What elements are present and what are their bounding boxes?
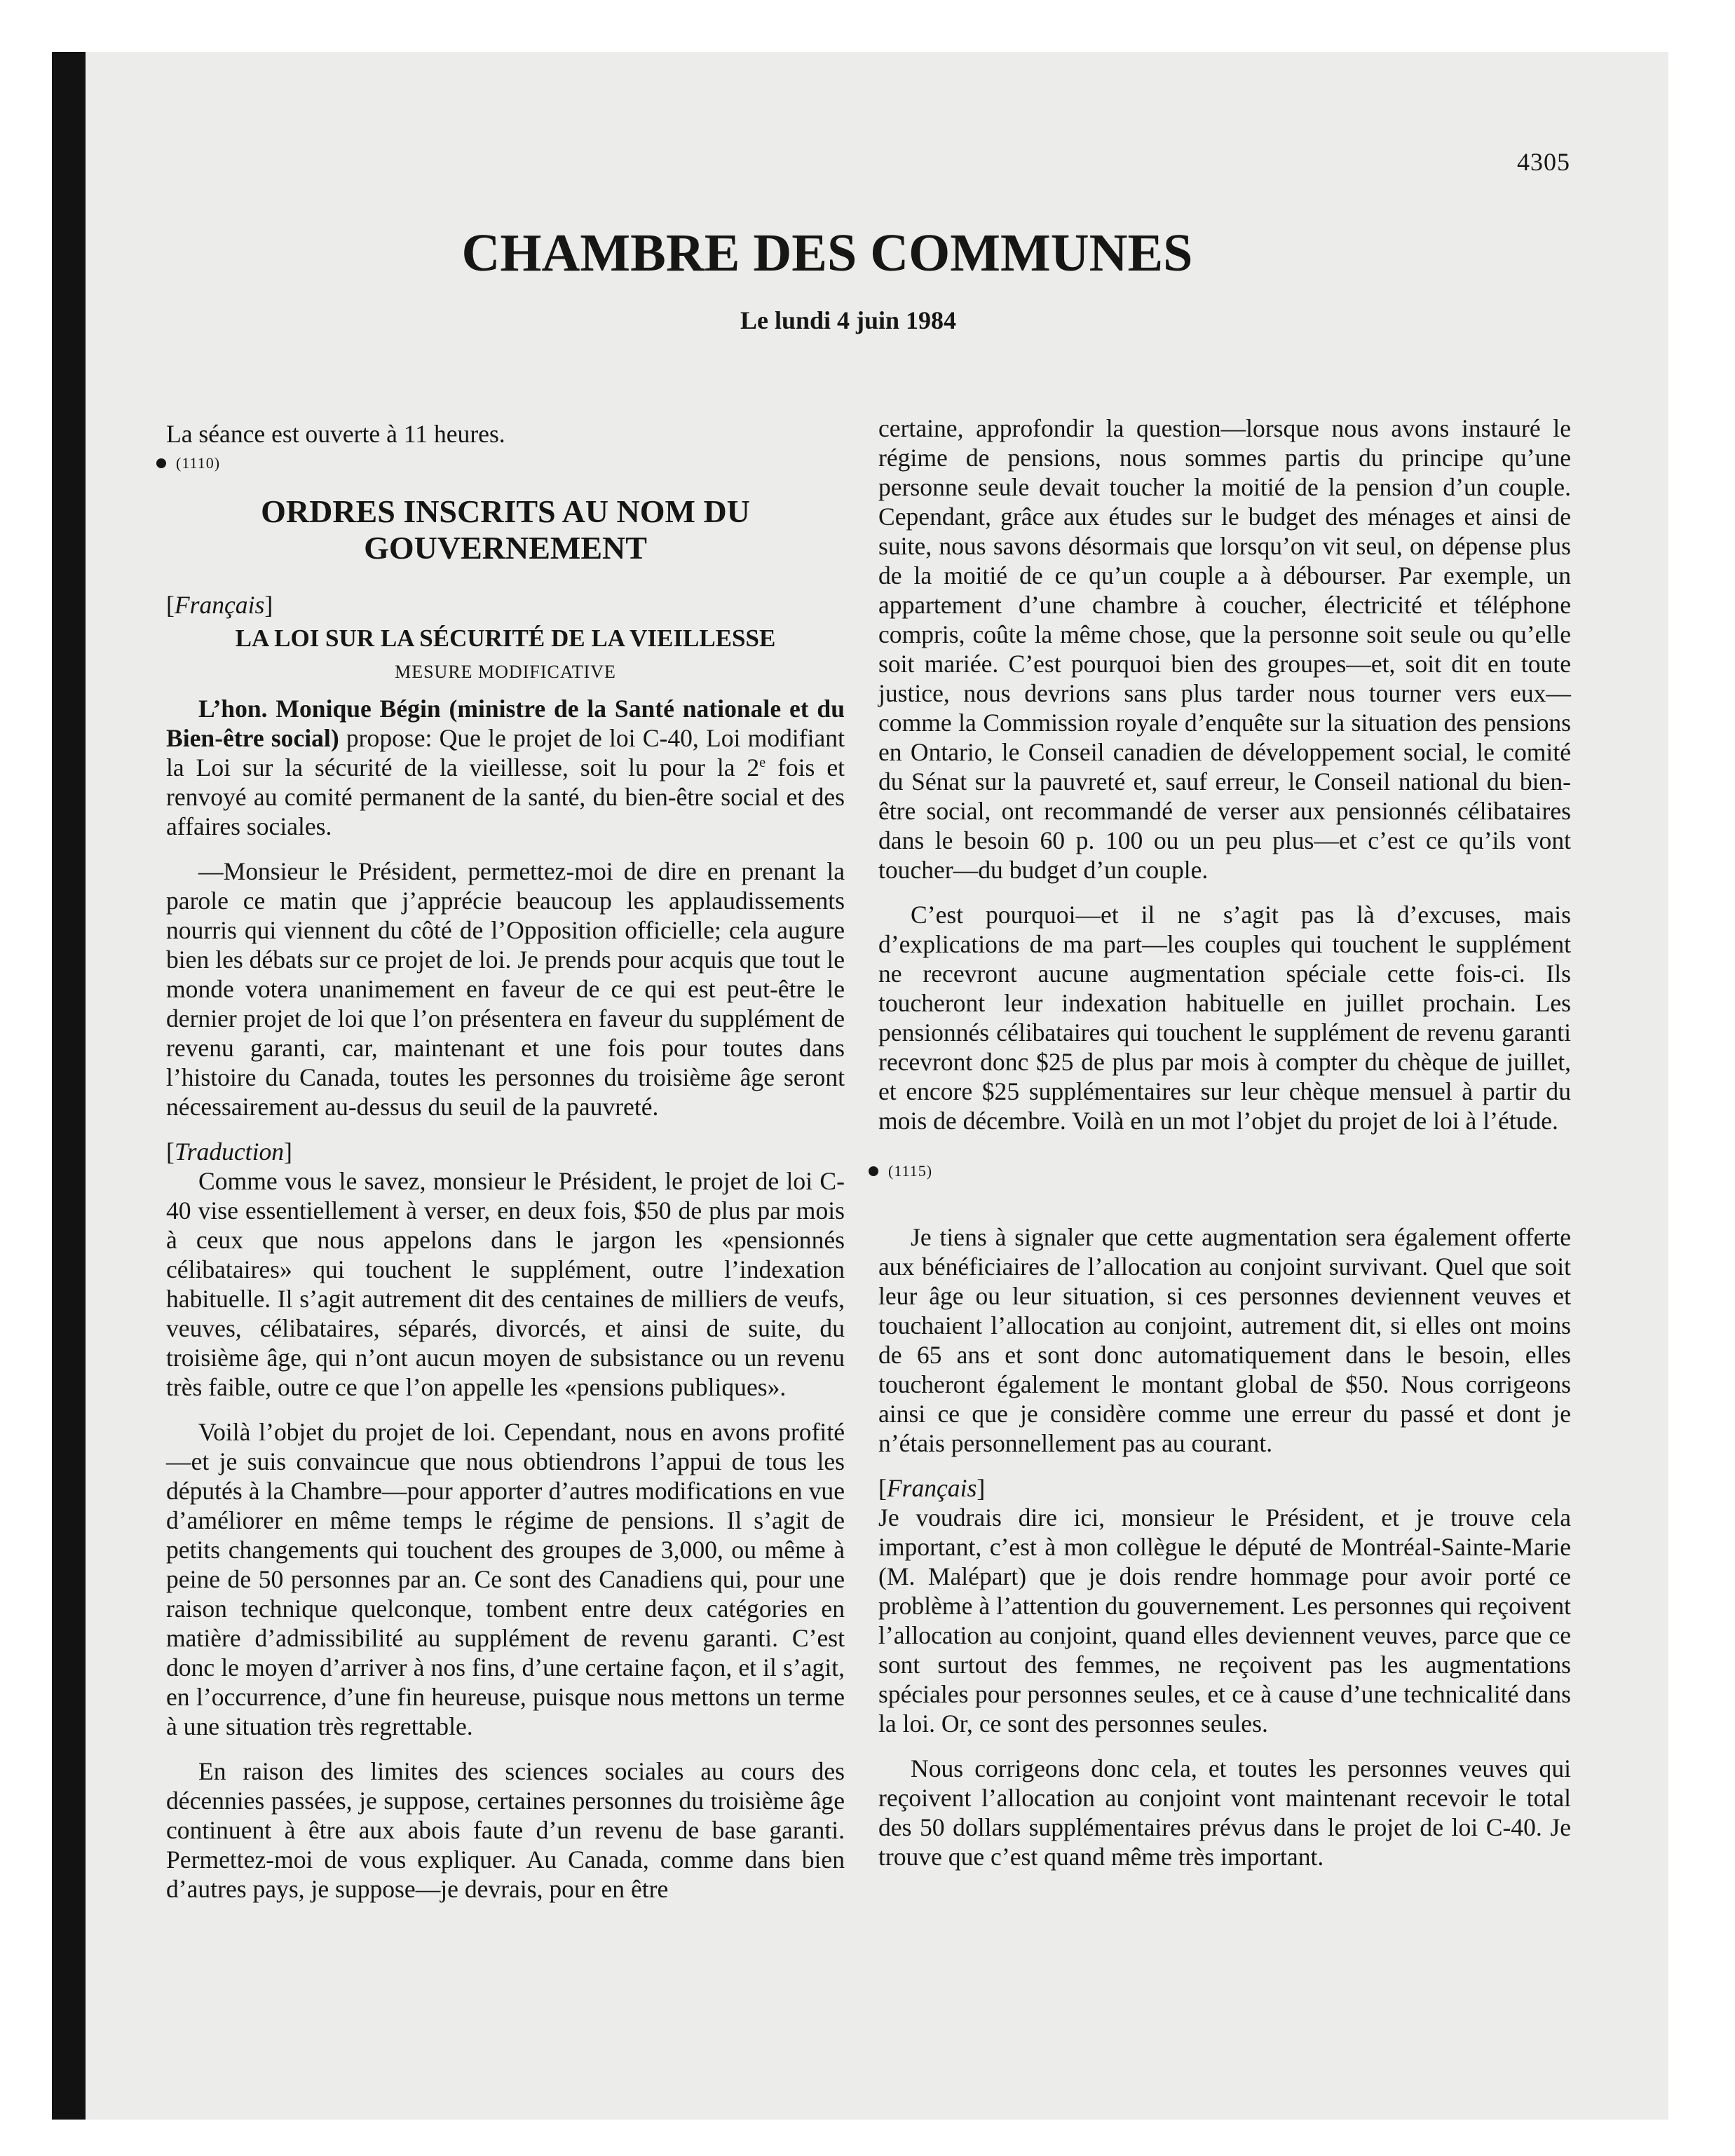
timestamp-marker bbox=[156, 449, 845, 478]
timestamp-text: (1110) bbox=[176, 454, 221, 472]
speaker-name: L’hon. Monique Bégin (ministre de la Santé nationale et du Bien-être social) bbox=[166, 695, 845, 752]
binding-edge bbox=[52, 52, 86, 2120]
paragraph: Je tiens à signaler que cette augmentation sera également offerte aux bénéficiaires de l’allocation au conjoint survivant. Quel que soit leur âge ou leur situation, si ces personnes deviennent veuves et touchaient l’allocation au conjoint, autrement dit, si elles ont moins de 65 ans et sont donc automatiquement dans le besoin, elles toucheront également le montant global de $50. Nous corrigeons ainsi ce que je considère comme une erreur du passé et dont je n’étais personnellement pas au courant. bbox=[878, 1223, 1571, 1457]
language-tag: [Français] bbox=[166, 591, 273, 619]
sitting-opening: La séance est ouverte à 11 heures. bbox=[166, 420, 505, 448]
left-column bbox=[166, 419, 845, 1904]
section-heading: ORDRES INSCRITS AU NOM DU GOUVERNEMENT bbox=[261, 493, 750, 566]
paragraph: Voilà l’objet du projet de loi. Cependant, nous en avons profité—et je suis convaincue que nous obtiendrons l’appui de tous les députés à la Chambre—pour apporter d’autres modifications en vue d’améliorer en même temps le régime de pensions. Il s’agit de petits changements qui touchent des groupes de 3,000, ou même à peine de 50 personnes par an. Ce sont des Canadiens qui, pour une raison technique quelconque, tombent entre deux catégories en matière d’admissibilité au supplément de revenu garanti. C’est donc le moyen d’arriver à nos fins, d’une certaine façon, et il s’agit, en l’occurrence, d’une fin heureuse, puisque nous mettons un terme à une situation très regrettable. bbox=[166, 1418, 845, 1740]
language-tag: [Français] bbox=[878, 1474, 986, 1502]
paragraph: Comme vous le savez, monsieur le Président, le projet de loi C-40 vise essentiellement à verser, en deux fois, $50 de plus par mois à ceux que nous appelons dans le jargon les «pensionnés célibataires» qui touchent le supplément, outre l’indexation habituelle. Il s’agit autrement dit des centaines de milliers de veufs, veuves, célibataires, séparés, divorcés, et ainsi de suite, du troisième âge, qui n’ont aucun moyen de subsistance ou un revenu très faible, outre ce que l’on appelle les «pensions publiques». bbox=[166, 1167, 845, 1401]
bill-subtitle: MESURE MODIFICATIVE bbox=[395, 662, 616, 682]
language-tag-text: Traduction bbox=[174, 1138, 285, 1166]
sitting-date: Le lundi 4 juin 1984 bbox=[740, 306, 957, 334]
right-column bbox=[878, 414, 1571, 1871]
bullet-icon bbox=[156, 458, 166, 468]
bill-title: LA LOI SUR LA SÉCURITÉ DE LA VIEILLESSE bbox=[235, 625, 776, 652]
paragraph: Je voudrais dire ici, monsieur le Président, et je trouve cela important, c’est à mon collègue le député de Montréal-Sainte-Marie (M. Malépart) que je dois rendre hommage pour avoir porté ce problème à l’attention du gouvernement. Les personnes qui reçoivent l’allocation au conjoint, quand elles deviennent veuves, parce que ce sont surtout des femmes, ne reçoivent pas les augmentations spéciales pour personnes seules, et ce à cause d’une technicalité dans la loi. Or, ce sont des personnes seules. bbox=[878, 1503, 1571, 1738]
page-title: CHAMBRE DES COMMUNES bbox=[461, 224, 1193, 282]
language-tag-text: Français bbox=[886, 1474, 977, 1502]
motion-superscript: e bbox=[759, 755, 766, 771]
paragraph: Nous corrigeons donc cela, et toutes les personnes veuves qui reçoivent l’allocation au conjoint vont maintenant recevoir le total des 50 dollars supplémentaires prévus dans le projet de loi C-40. Je trouve que c’est quand même très important. bbox=[878, 1754, 1571, 1871]
page-number: 4305 bbox=[1517, 148, 1570, 176]
paragraph: C’est pourquoi—et il ne s’agit pas là d’excuses, mais d’explications de ma part—les couples qui touchent le supplément ne recevront aucune augmentation spéciale cette fois-ci. Ils toucheront leur indexation habituelle en juillet prochain. Les pensionnés célibataires qui touchent le supplément de revenu garanti recevront donc $25 de plus par mois à compter du chèque de juillet, et encore $25 supplémentaires sur leur chèque mensuel à partir du mois de décembre. Voilà en un mot l’objet du projet de loi à l’étude. bbox=[878, 901, 1571, 1135]
language-tag-text: Français bbox=[174, 591, 265, 619]
motion-text: propose: Que le projet de loi C-40, Loi modifiant la Loi sur la sécurité de la vieillesse, soit lu pour la 2 bbox=[166, 724, 845, 782]
timestamp-text: (1115) bbox=[888, 1162, 933, 1180]
paragraph: En raison des limites des sciences sociales au cours des décennies passées, je suppose, certaines personnes du troisième âge continuent à être aux abois faute d’un revenu de base garanti. Permettez-moi de vous expliquer. Au Canada, comme dans bien d’autres pays, je suppose—je devrais, pour en être bbox=[166, 1757, 845, 1903]
motion-paragraph bbox=[166, 694, 845, 841]
paragraph: —Monsieur le Président, permettez-moi de dire en prenant la parole ce matin que j’apprécie beaucoup les applaudissements nourris qui viennent du côté de l’Opposition officielle; cela augure bien les débats sur ce projet de loi. Je prends pour acquis que tout le monde votera unanimement en faveur de ce qui est peut-être le dernier projet de loi que l’on présentera en faveur du supplément de revenu garanti, car, maintenant et une fois pour toutes dans l’histoire du Canada, toutes les personnes du troisième âge seront nécessairement au-dessus du seuil de la pauvreté. bbox=[166, 857, 845, 1121]
timestamp-marker bbox=[869, 1157, 1571, 1186]
bullet-icon bbox=[869, 1166, 878, 1176]
language-tag: [Traduction] bbox=[166, 1138, 292, 1166]
motion-text-end: fois et renvoyé au comité permanent de la santé, du bien-être social et des affaires sociales. bbox=[166, 753, 845, 840]
paragraph: certaine, approfondir la question—lorsque nous avons instauré le régime de pensions, nous sommes partis du principe qu’une personne seule devait toucher la moitié de la pension d’un couple. Cependant, grâce aux études sur le budget des ménages et ainsi de suite, nous savons désormais que lorsqu’on vit seul, on dépense plus de la moitié de ce qu’un couple a à débourser. Par exemple, un appartement d’une chambre à coucher, électricité et téléphone compris, coûte la même chose, que la personne soit seule ou qu’elle soit mariée. C’est pourquoi bien des groupes—et, soit dit en toute justice, nous devrions sans plus tarder nous tourner vers eux—comme la Commission royale d’enquête sur la situation des pensions en Ontario, le Conseil canadien de développement social, le comité du Sénat sur la pauvreté et, sauf erreur, le Conseil national du bien-être social, ont recommandé de verser aux pensionnés célibataires dans le besoin 60 p. 100 ou un peu plus—et c’est ce qu’ils vont toucher—du budget d’un couple. bbox=[878, 414, 1571, 884]
